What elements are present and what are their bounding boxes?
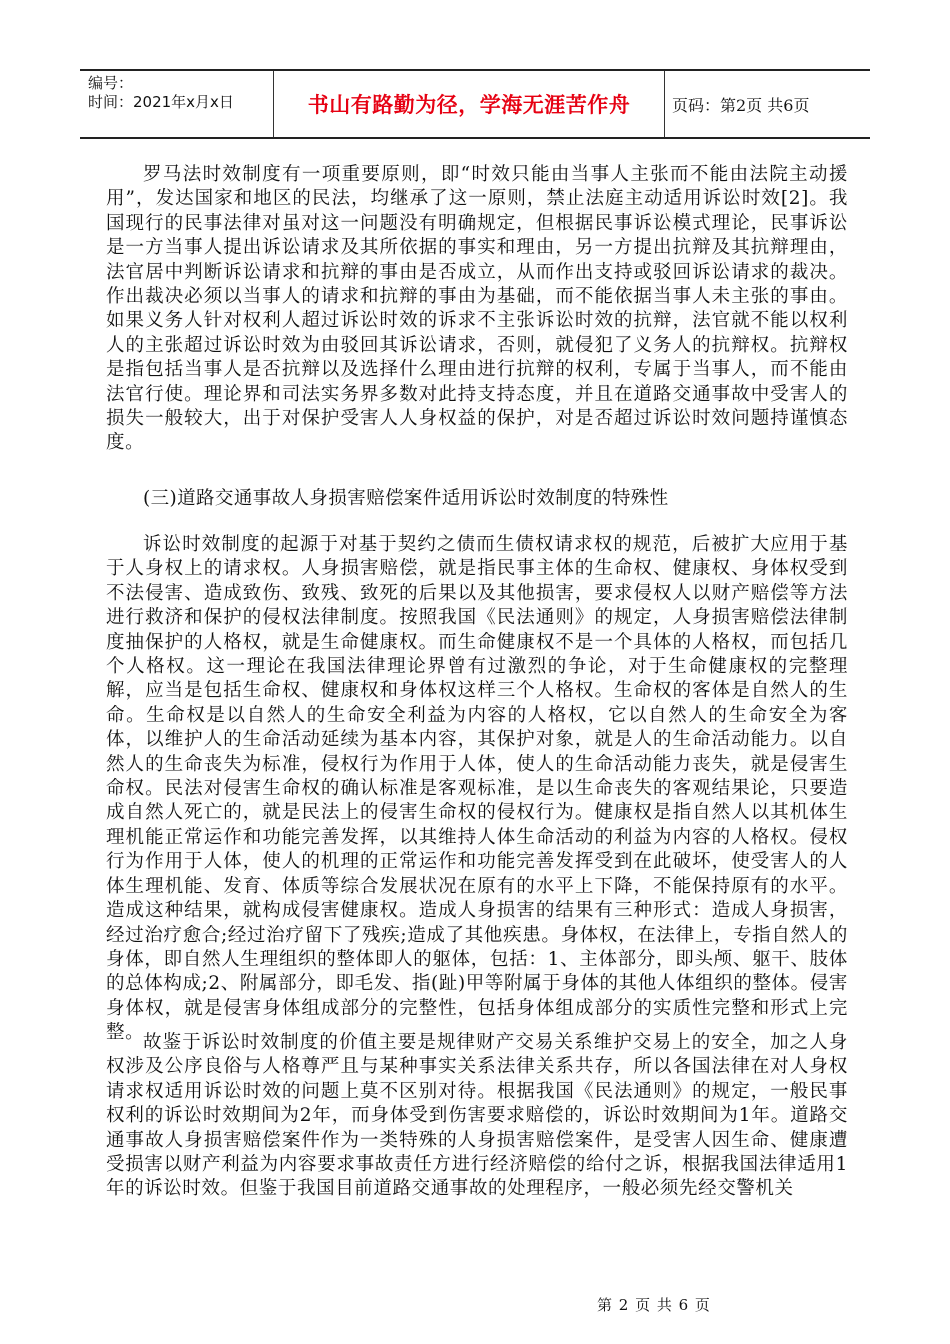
document-time-label: 时间：2021年x月x日 [88, 93, 234, 111]
header-motto: 书山有路勤为径，学海无涯苦作舟 [307, 93, 631, 117]
page-header [80, 69, 870, 139]
section-heading: (三)道路交通事故人身损害赔偿案件适用诉讼时效制度的特殊性 [143, 488, 669, 509]
header-meta [88, 71, 263, 137]
header-page-number: 页码：第2页 共6页 [672, 95, 810, 115]
page-footer: 第 2 页 共 6 页 [597, 1296, 711, 1314]
header-motto-cell [273, 71, 665, 137]
paragraph-2: 诉讼时效制度的起源于对基于契约之债而生债权请求权的规范，后被扩大应用于基于人身权上的请求权。人身损害赔偿，就是指民事主体的生命权、健康权、身体权受到不法侵害、造成致伤、致残、致死的后果以及其他损害，要求侵权人以财产赔偿等方法进行救济和保护的侵权法律制度。按照我国《民法通则》的规定，人身损害赔偿法律制度抽保护的人格权，就是生命健康权。而生命健康权不是一个具体的人格权，而包括几个人格权。这一理论在我国法律理论界曾有过激烈的争论，对于生命健康权的完整理解，应当是包括生命权、健康权和身体权这样三个人格权。生命权的客体是自然人的生命。生命权是以自然人的生命安全利益为内容的人格权，它以自然人的生命安全为客体，以维护人的生命活动延续为基本内容，其保护对象，就是人的生命活动能力。以自然人的生命丧失为标准，侵权行为作用于人体，使人的生命活动能力丧失，就是侵害生命权。民法对侵害生命权的确认标准是客观标准，是以生命丧失的客观结果论，只要造成自然人死亡的，就是民法上的侵害生命权的侵权行为。健康权是指自然人以其机体生理机能正常运作和功能完善发挥，以其维持人体生命活动的利益为内容的人格权。侵权行为作用于人体，使人的机理的正常运作和功能完善发挥受到在此破坏，使受害人的人体生理机能、发育、体质等综合发展状况在原有的水平上下降，不能保持原有的水平。造成这种结果，就构成侵害健康权。造成人身损害的结果有三种形式：造成人身损害，经过治疗愈合;经过治疗留下了残疾;造成了其他疾患。身体权，在法律上，专指自然人的身体，即自然人生理组织的整体即人的躯体，包括：1、主体部分，即头颅、躯干、肢体的总体构成;2、附属部分，即毛发、指(趾)甲等附属于身体的其他人体组织的整体。侵害身体权，就是侵害身体组成部分的完整性，包括身体组成部分的实质性完整和形式上完整。 [106, 534, 848, 1044]
paragraph-3: 故鉴于诉讼时效制度的价值主要是规律财产交易关系维护交易上的安全，加之人身权涉及公序良俗与人格尊严且与某种事实关系法律关系共存，所以各国法律在对人身权请求权适用诉讼时效的问题上莫不区别对待。根据我国《民法通则》的规定，一般民事权利的诉讼时效期间为2年，而身体受到伤害要求赔偿的，诉讼时效期间为1年。道路交通事故人身损害赔偿案件作为一类特殊的人身损害赔偿案件，是受害人因生命、健康遭受损害以财产利益为内容要求事故责任方进行经济赔偿的给付之诉，根据我国法律适用1年的诉讼时效。但鉴于我国目前道路交通事故的处理程序，一般必须先经交警机关 [106, 1032, 848, 1200]
paragraph-1: 罗马法时效制度有一项重要原则，即“时效只能由当事人主张而不能由法院主动援用”，发达国家和地区的民法，均继承了这一原则，禁止法庭主动适用诉讼时效[2]。我国现行的民事法律对虽对这一问题没有明确规定，但根据民事诉讼模式理论，民事诉讼是一方当事人提出诉讼请求及其所依据的事实和理由，另一方提出抗辩及其抗辩理由，法官居中判断诉讼请求和抗辩的事由是否成立，从而作出支持或驳回诉讼请求的裁决。作出裁决必须以当事人的请求和抗辩的事由为基础，而不能依据当事人未主张的事由。如果义务人针对权利人超过诉讼时效的诉求不主张诉讼时效的抗辩，法官就不能以权利人的主张超过诉讼时效为由驳回其诉讼请求，否则，就侵犯了义务人的抗辩权。抗辩权是指包括当事人是否抗辩以及选择什么理由进行抗辩的权利，专属于当事人，而不能由法官行使。理论界和司法实务界多数对此持支持态度，并且在道路交通事故中受害人的损失一般较大，出于对保护受害人人身权益的保护，对是否超过诉讼时效问题持谨慎态度。 [106, 164, 848, 454]
document-number-label: 编号： [88, 74, 134, 92]
